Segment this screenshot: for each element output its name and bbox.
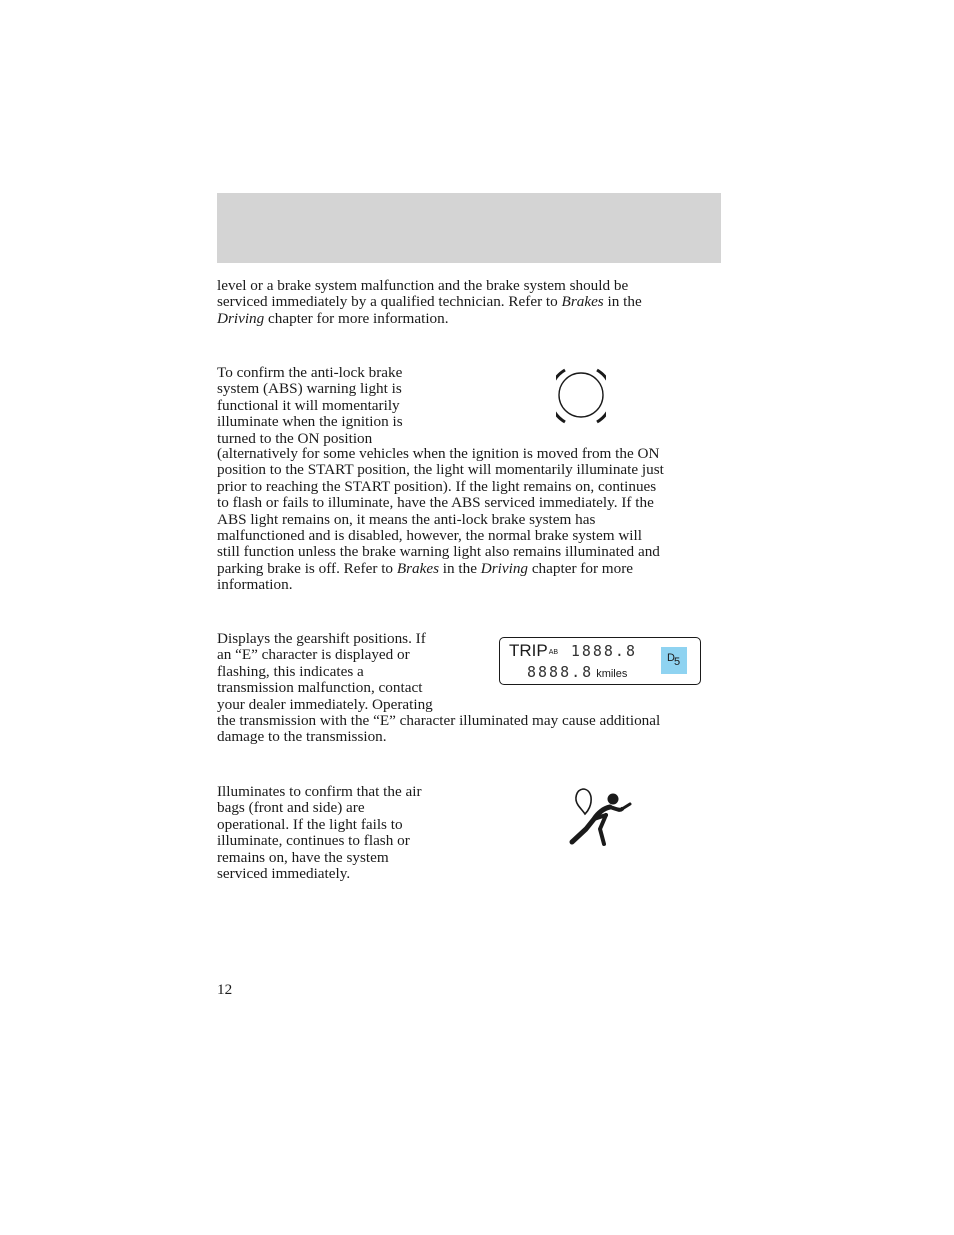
gear-paragraph-full: the transmission with the “E” character illuminated may cause additional damage to the transmission. [217, 712, 661, 746]
brakes-reference: Brakes [561, 293, 604, 311]
gear-indicator [661, 647, 687, 674]
brakes-reference: Brakes [396, 559, 439, 577]
airbag-paragraph: Illuminates to confirm that the air bags (front and side) are operational. If the light fails to illuminate, continues to flash or remains on, have the system serviced immediately. [217, 783, 422, 883]
section-header-bar [217, 193, 721, 263]
page-number: 12 [217, 981, 233, 998]
units-label: kmiles [596, 668, 628, 680]
gear-paragraph-wrapped: Displays the gearshift positions. If an “E” character is displayed or flashing, this indicates a transmission malfunction, contact your dealer immediately. Operating [217, 630, 433, 713]
odometer-value: 8888.8 [527, 663, 594, 681]
gear-number: 5 [674, 656, 681, 668]
gear-letter: D [667, 652, 675, 664]
abs-paragraph-wrapped: To confirm the anti-lock brake system (ABS) warning light is functional it will momentarily illuminate when the ignition is turned to the ON position [217, 364, 403, 447]
driving-reference: Driving [480, 559, 529, 577]
text-line: serviced immediately by a qualified technician. Refer to Brakes in the [217, 293, 642, 311]
trip-row [509, 641, 637, 661]
abs-warning-icon [556, 365, 606, 427]
odometer-display [499, 637, 701, 685]
trip-ab-indicator: AB [548, 649, 559, 656]
trip-value: 1888.8 [570, 642, 637, 660]
trip-label: TRIP [509, 641, 548, 660]
airbag-warning-icon [566, 787, 632, 847]
driving-reference: Driving [217, 309, 265, 327]
text-line: Driving chapter for more information. [217, 309, 449, 327]
abs-paragraph-full: (alternatively for some vehicles when the ignition is moved from the ON position to the START position, the light will momentarily illuminate just prior to reaching the START position). If the light remains on, continues to flash or fails to illuminate, have the ABS serviced immediately. If the ABS light remains on, it means the anti-lock brake system has malfunctioned and is disabled, however, the normal brake system will still function unless the brake warning light also remains illuminated and parking brake is off. Refer to Brakes in the Driving chapter for more information. [217, 445, 664, 594]
brake-paragraph [217, 278, 642, 327]
text-line: level or a brake system malfunction and the brake system should be [217, 277, 629, 294]
odometer-row [527, 663, 627, 681]
